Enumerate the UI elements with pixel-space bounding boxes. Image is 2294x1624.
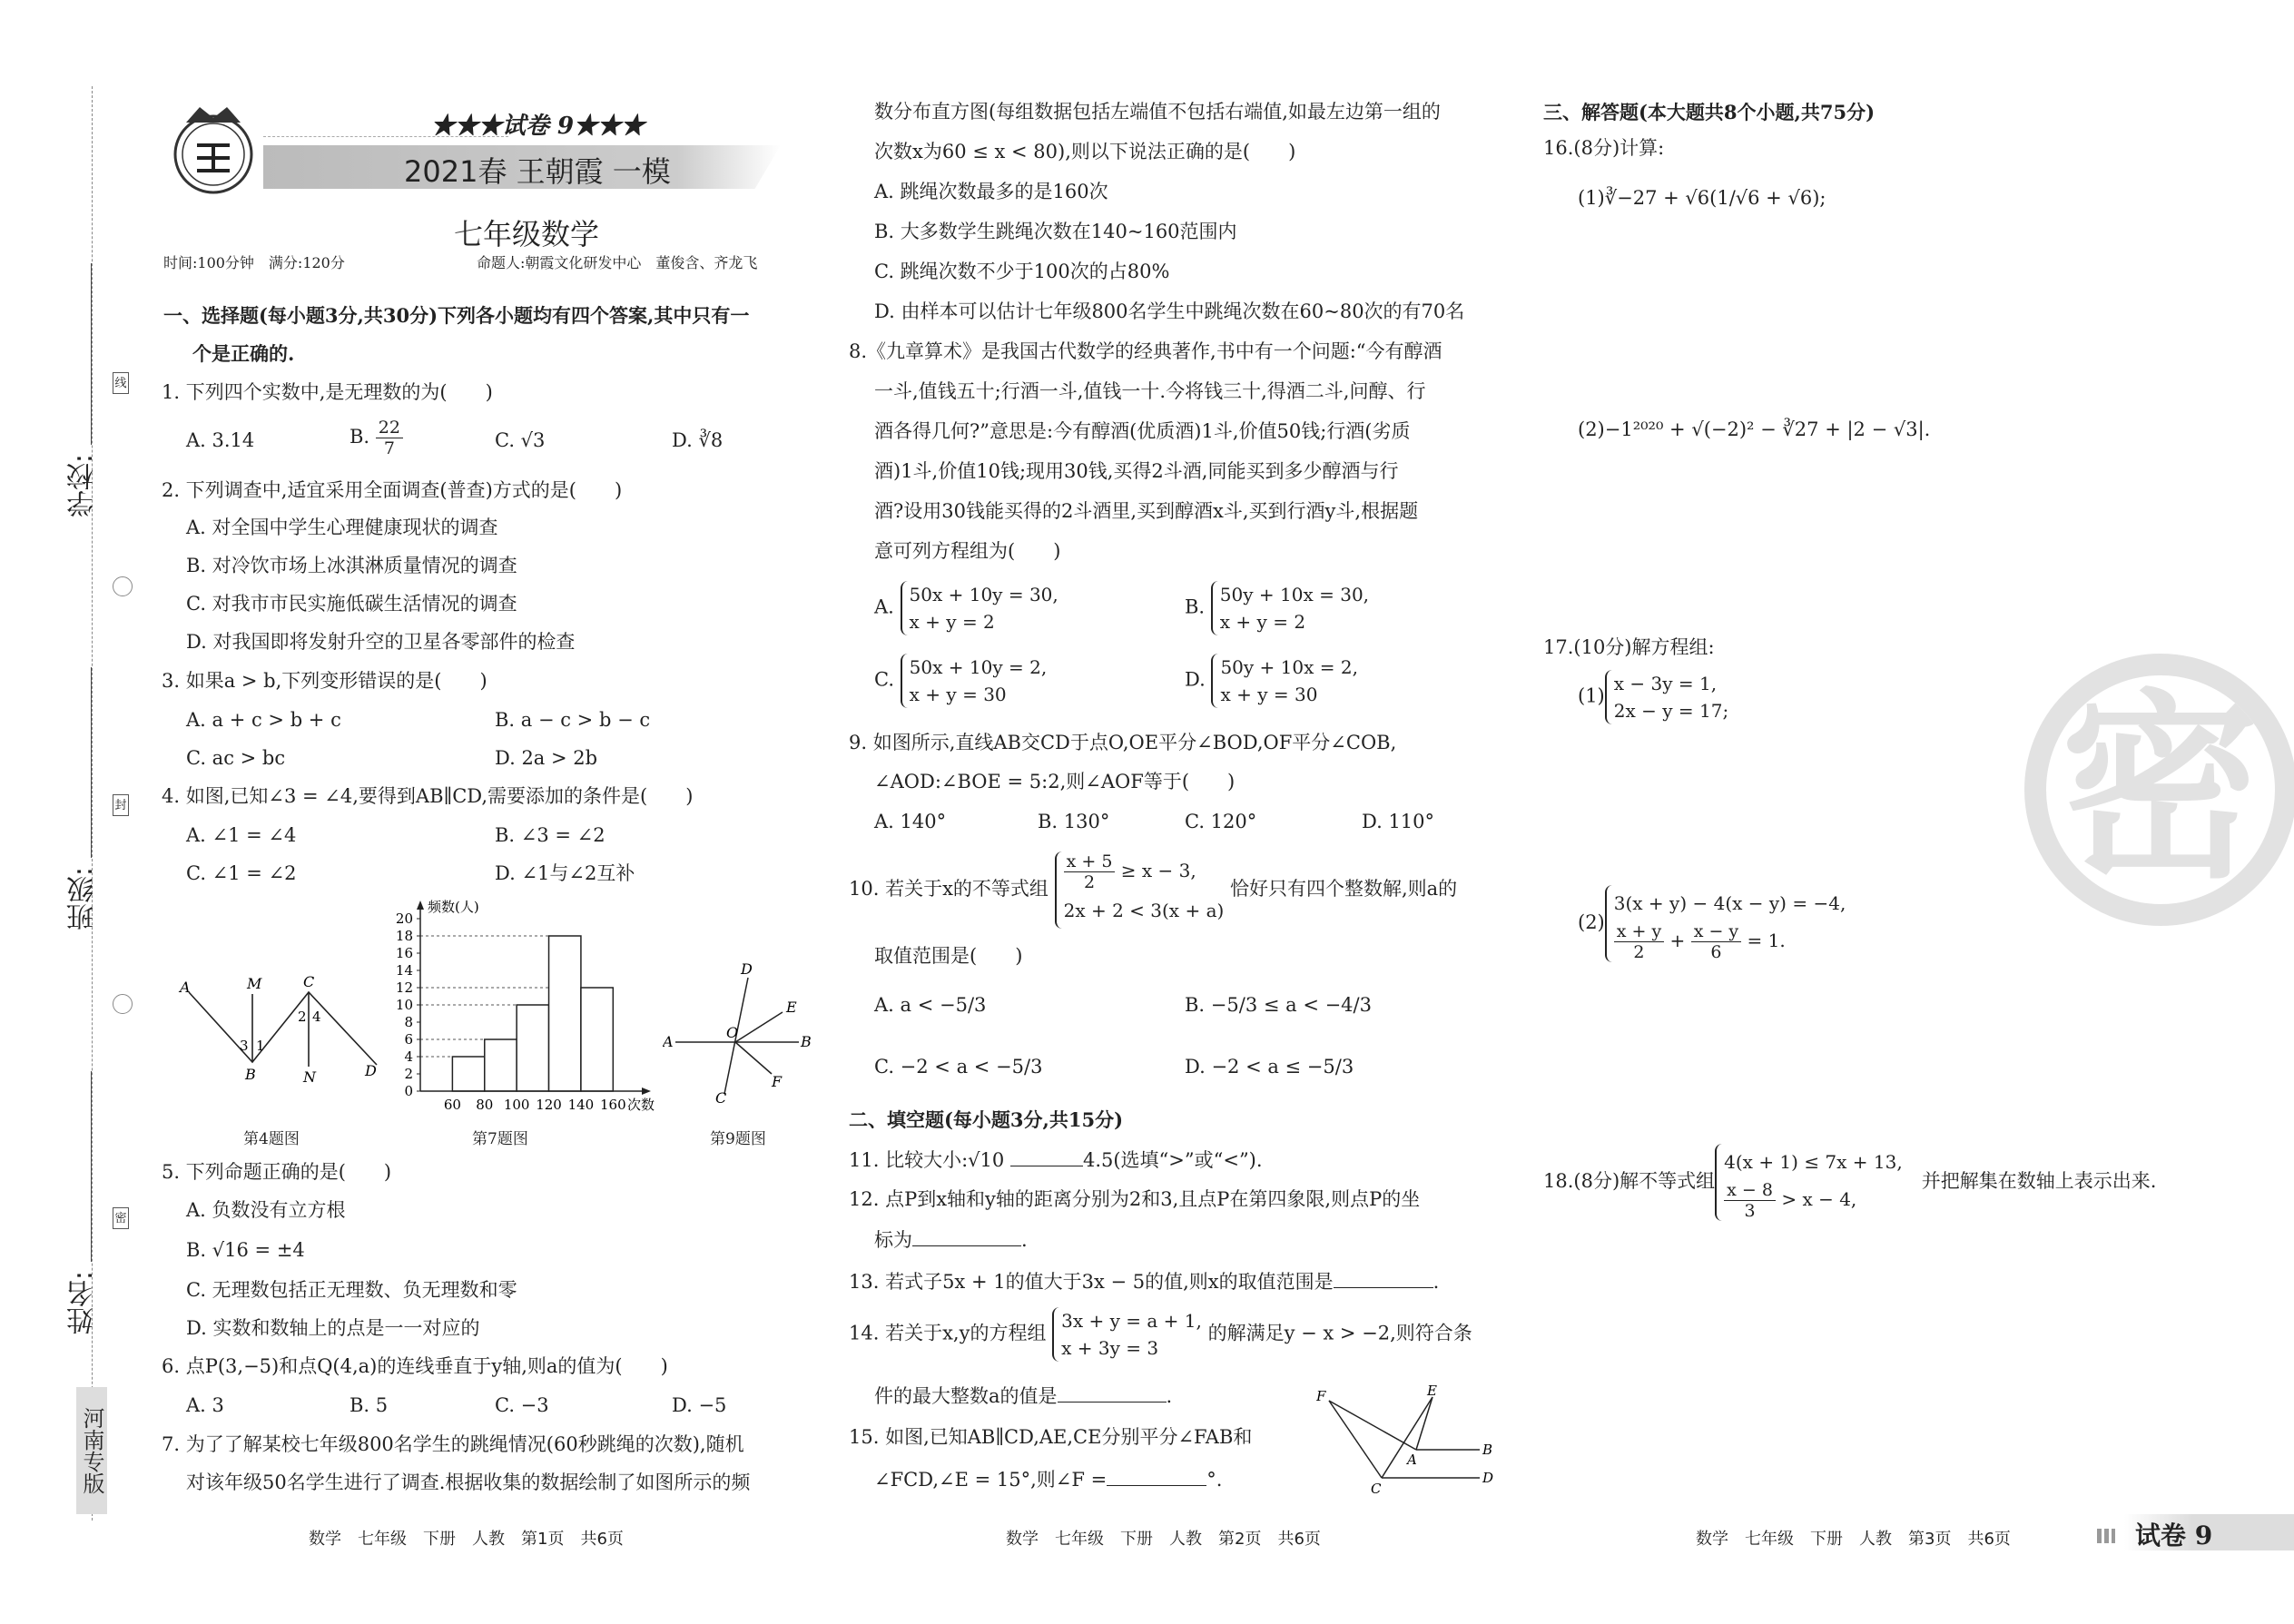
class-label: 班级: [67,867,99,931]
hist-ytick-label: 6 [404,1031,413,1048]
tag-decoration-icon [2097,1529,2115,1543]
seal-mark-line: 线 [113,372,129,394]
class-field[interactable] [91,667,92,858]
q6-option-d: D. −5 [672,1394,727,1416]
q7-option-c: C. 跳绳次数不少于100次的占80% [874,261,1170,282]
hist-bar [549,936,581,1091]
fig9-caption: 第9题图 [710,1130,766,1148]
name-label: 姓名: [67,1271,99,1335]
q10-option-d: D. −2 < a ≤ −5/3 [1185,1056,1354,1078]
fig4-label: 1 [256,1038,265,1054]
q5-stem: 5. 下列命题正确的是( ) [162,1161,392,1183]
footer-page2: 数学 七年级 下册 人教 第2页 共6页 [1006,1530,1321,1549]
fig4-label: 3 [240,1038,249,1054]
q15-answer-blank[interactable] [1107,1465,1206,1486]
hist-xtick-label: 160 [599,1097,626,1113]
q8-line2: 一斗,值钱五十;行酒一斗,值钱一十.今将钱三十,得酒二斗,问醇、行 [874,380,1426,402]
q2-option-b: B. 对冷饮市场上冰淇淋质量情况的调查 [186,555,517,576]
section2-title: 二、填空题(每小题3分,共15分) [849,1108,1124,1131]
q2-option-a: A. 对全国中学生心理健康现状的调查 [186,517,498,538]
q5-option-a: A. 负数没有立方根 [186,1199,346,1221]
q6-stem: 6. 点P(3,−5)和点Q(4,a)的连线垂直于y轴,则a的值为( ) [162,1355,668,1377]
fig4-label: N [303,1068,316,1086]
seal-mark-secret: 密 [113,1207,129,1229]
secret-watermark: 密 [2024,654,2294,926]
q9-option-c: C. 120° [1185,811,1257,832]
q7-option-d: D. 由样本可以估计七年级800名学生中跳绳次数在60~80次的有70名 [874,300,1465,322]
q12-answer-blank[interactable] [912,1225,1021,1246]
q16-answer-space-1[interactable] [1578,218,1850,390]
q7-line1: 7. 为了了解某校七年级800名学生的跳绳情况(60秒跳绳的次数),随机 [162,1433,744,1455]
q14-stem: 14. 若关于x,y的方程组 3x + y = a + 1, x + 3y = 3 的解满足y − x > −2,则符合条 [849,1307,1472,1362]
fig9-label: O [726,1024,739,1041]
q16-part2: (2)−1²⁰²⁰ + √(−2)² − ∛27 + |2 − √3|. [1578,418,1931,440]
fig4-label: C [303,973,315,990]
fig4-label: A [180,979,191,996]
q7-line2: 对该年级50名学生进行了调查.根据收集的数据绘制了如图所示的频 [186,1471,751,1493]
school-field[interactable] [91,263,92,445]
hist-bar [452,1057,484,1091]
q15-line2: ∠FCD,∠E = 15°,则∠F = °. [874,1465,1222,1493]
fig7-caption: 第7题图 [472,1130,528,1148]
q7-option-b: B. 大多数学生跳绳次数在140~160范围内 [874,221,1237,242]
figure-4 [172,967,390,1094]
q7-line4: 次数x为60 ≤ x < 80),则以下说法正确的是( ) [874,141,1296,162]
hist-ytick-label: 20 [395,910,413,927]
fig9-label: E [786,999,797,1016]
q16-part1: (1)∛−27 + √6(1/√6 + √6); [1578,187,1826,209]
fig9-label: B [801,1033,812,1050]
q6-option-a: A. 3 [186,1394,224,1416]
hist-ytick-label: 14 [395,962,413,979]
q11-answer-blank[interactable] [1010,1146,1083,1166]
hist-xtick-label: 120 [536,1097,562,1113]
q4-stem: 4. 如图,已知∠3 = ∠4,要得到AB∥CD,需要添加的条件是( ) [162,785,694,807]
hole-icon [113,994,133,1014]
q1-stem: 1. 下列四个实数中,是无理数的为( ) [162,381,493,403]
q16-stem: 16.(8分)计算: [1543,137,1665,159]
hist-bar [485,1039,517,1091]
q2-stem: 2. 下列调查中,适宜采用全面调查(普查)方式的是( ) [162,479,623,501]
q9-option-b: B. 130° [1038,811,1110,832]
authors: 命题人:朝霞文化研发中心 董俊含、齐龙飞 [477,254,758,271]
q1-option-d: D. ∛8 [672,429,724,451]
q17-part1: (1)x − 3y = 1, 2x − y = 17; [1578,670,1728,724]
q5-option-c: C. 无理数包括正无理数、负无理数和零 [186,1279,517,1301]
footer-tag: 试卷 9 [2135,1521,2213,1550]
q9-option-a: A. 140° [874,811,947,832]
q17-answer-space-2[interactable] [1578,971,1850,1135]
fig15-label: E [1427,1384,1437,1399]
q9-option-d: D. 110° [1362,811,1435,832]
hist-ytick-label: 12 [395,979,413,996]
fig9-label: F [772,1073,783,1090]
q10-option-b: B. −5/3 ≤ a < −4/3 [1185,994,1372,1016]
q8-option-d: D. 50y + 10x = 2, x + y = 30 [1185,654,1358,708]
q8-option-a: A. 50x + 10y = 30, x + y = 2 [874,581,1058,635]
fig15-label: C [1371,1481,1382,1497]
q7-line3: 数分布直方图(每组数据包括左端值不包括右端值,如最左边第一组的 [874,101,1441,123]
q17-part2: (2)3(x + y) − 4(x − y) = −4, $\frac{x + y}{2}$ + $\frac{x - y}{6}$ = 1. [1578,885,1846,962]
hist-bar [581,988,613,1091]
hist-ylabel: 频数(人) [428,899,479,915]
fig15-label: A [1407,1452,1417,1468]
q10-option-c: C. −2 < a < −5/3 [874,1056,1043,1078]
q6-option-b: B. 5 [350,1394,389,1416]
hist-xtick-label: 60 [443,1097,461,1113]
q7-option-a: A. 跳绳次数最多的是160次 [874,181,1108,202]
fig9-label: A [663,1033,674,1050]
wangzhaoxia-logo-icon [150,100,277,200]
hist-bars [452,936,613,1091]
seal-mark-seal: 封 [113,794,129,816]
hist-xlabel: 次数 [627,1097,655,1113]
hist-xtick-label: 80 [476,1097,494,1113]
q2-option-d: D. 对我国即将发射升空的卫星各零部件的检查 [186,631,576,653]
q8-line6: 意可列方程组为( ) [874,540,1061,562]
q17-answer-space-1[interactable] [1578,735,1850,881]
fig4-caption: 第4题图 [243,1130,300,1148]
q2-option-c: C. 对我市市民实施低碳生活情况的调查 [186,593,517,615]
subject-title: 七年级数学 [454,217,600,251]
q17-stem: 17.(10分)解方程组: [1543,636,1715,658]
q16-answer-space-2[interactable] [1578,454,1850,626]
q3-option-a: A. a + c > b + c [186,709,341,731]
school-label: 学校: [67,454,99,518]
q1-option-b: B. $\frac{22}{7}$ [350,418,403,458]
q3-stem: 3. 如果a > b,下列变形错误的是( ) [162,670,487,692]
q3-option-c: C. ac > bc [186,747,286,769]
fig15-label: B [1482,1442,1493,1458]
fig4-label: 2 [298,1009,307,1025]
fig4-label: D [365,1062,377,1079]
hist-xtick-label: 100 [503,1097,530,1113]
histogram-chart [386,899,658,1121]
q4-option-a: A. ∠1 = ∠4 [186,824,297,846]
hist-ytick-label: 2 [404,1066,413,1082]
q13-answer-blank[interactable] [1334,1267,1433,1288]
fig15-label: F [1316,1388,1326,1404]
q10-stem: 10. 若关于x的不等式组 $\frac{x + 5}{2}$ ≥ x − 3, 2x + 2 < 3(x + a) 恰好只有四个整数解,则a的 [849,851,1457,929]
q10-option-a: A. a < −5/3 [874,994,987,1016]
section1-title-cont: 个是正确的. [192,342,295,365]
fig4-label: 4 [312,1009,321,1025]
hole-icon [113,576,133,596]
q1-option-a: A. 3.14 [186,429,255,451]
q13: 13. 若式子5x + 1的值大于3x − 5的值,则x的取值范围是 . [849,1267,1439,1295]
q3-option-d: D. 2a > 2b [495,747,598,769]
hist-ytick-label: 8 [404,1014,413,1030]
exam-title: 2021春 王朝霞 一模 [404,154,671,189]
hist-ytick-label: 18 [395,928,413,944]
q8-option-c: C. 50x + 10y = 2, x + y = 30 [874,654,1047,708]
q8-option-b: B. 50y + 10x = 30, x + y = 2 [1185,581,1369,635]
q8-line4: 酒)1斗,价值10钱;现用30钱,买得2斗酒,同能买到多少醇酒与行 [874,460,1399,482]
q18-answer-space[interactable] [1543,1235,2179,1507]
hist-ytick-label: 16 [395,945,413,961]
exam-badge: ★★★试卷 9★★★ [431,113,645,140]
edition-tag: 河南专版 [76,1387,107,1514]
fig4-label: B [245,1066,256,1083]
q18-stem: 18.(8分)解不等式组4(x + 1) ≤ 7x + 13, $\frac{x - 8}{3}$ > x − 4, 并把解集在数轴上表示出来. [1543,1144,2156,1221]
fig15-label: D [1482,1470,1494,1486]
q5-option-d: D. 实数和数轴上的点是一一对应的 [186,1317,480,1339]
q8-line3: 酒各得几何?”意思是:今有醇酒(优质酒)1斗,价值50钱;行酒(劣质 [874,420,1411,442]
fig4-label: M [247,975,262,992]
q6-option-c: C. −3 [495,1394,549,1416]
name-field[interactable] [91,1071,92,1262]
hist-ytick-label: 4 [404,1048,413,1065]
q4-option-b: B. ∠3 = ∠2 [495,824,605,846]
hist-xtick-label: 140 [567,1097,595,1113]
q4-option-c: C. ∠1 = ∠2 [186,862,297,884]
time-info: 时间:100分钟 满分:120分 [163,254,345,271]
q3-option-b: B. a − c > b − c [495,709,651,731]
q9-line2: ∠AOD:∠BOE = 5:2,则∠AOF等于( ) [874,771,1236,792]
q8-line1: 8.《九章算术》是我国古代数学的经典著作,书中有一个问题:“今有醇酒 [849,340,1442,362]
q15-line1: 15. 如图,已知AB∥CD,AE,CE分别平分∠FAB和 [849,1426,1253,1448]
fig9-label: C [715,1089,727,1107]
q5-option-b: B. √16 = ±4 [186,1239,305,1261]
q1-option-c: C. √3 [495,429,546,451]
footer-page3: 数学 七年级 下册 人教 第3页 共6页 [1696,1530,2011,1549]
section3-title: 三、解答题(本大题共8个小题,共75分) [1543,101,1876,123]
hist-ytick-label: 10 [395,997,413,1013]
q9-line1: 9. 如图所示,直线AB交CD于点O,OE平分∠BOD,OF平分∠COB, [849,732,1397,753]
q12-line1: 12. 点P到x轴和y轴的距离分别为2和3,且点P在第四象限,则点P的坐 [849,1188,1421,1210]
q10-line2: 取值范围是( ) [874,945,1023,967]
q8-line5: 酒?设用30钱能买得的2斗酒里,买到醇酒x斗,买到行酒y斗,根据题 [874,500,1419,522]
hist-bar [517,1005,548,1091]
fig9-label: D [741,960,753,978]
q4-option-d: D. ∠1与∠2互补 [495,862,635,884]
figure-9 [663,958,817,1107]
q14-line2: 件的最大整数a的值是 . [874,1382,1172,1410]
section1-title: 一、选择题(每小题3分,共30分)下列各小题均有四个答案,其中只有一 [163,304,750,327]
q14-answer-blank[interactable] [1058,1382,1167,1403]
footer-page1: 数学 七年级 下册 人教 第1页 共6页 [309,1530,624,1549]
hist-ytick-label: 0 [404,1083,413,1099]
q11: 11. 比较大小:√10 4.5(选填“>”或“<”). [849,1146,1263,1174]
q12-line2: 标为 . [874,1225,1028,1254]
figure-15 [1316,1384,1498,1498]
